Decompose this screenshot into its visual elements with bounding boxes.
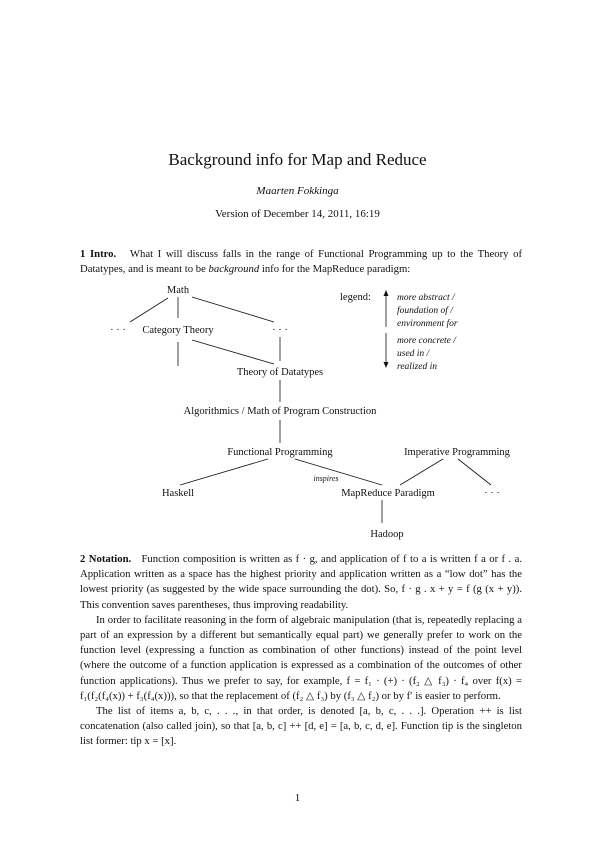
- node-haskell: Haskell: [161, 488, 195, 499]
- legend-down-2: used in /: [397, 349, 430, 359]
- node-imperative-programming: Imperative Programming: [404, 447, 510, 458]
- legend-label: legend:: [340, 292, 371, 303]
- node-functional-programming: Functional Programming: [227, 447, 333, 458]
- node-dots-right: · · ·: [484, 488, 500, 499]
- node-math: Math: [166, 285, 190, 296]
- section-notation: [80, 552, 522, 750]
- label-inspires: inspires: [313, 474, 339, 483]
- node-algorithmics: Algorithmics / Math of Program Construction: [183, 406, 377, 417]
- node-dots-mid: · · ·: [272, 325, 288, 336]
- page-number: 1: [294, 792, 301, 804]
- legend-down-3: realized in: [397, 362, 438, 372]
- legend-up-3: environment for: [397, 319, 458, 329]
- legend-up-2: foundation of /: [397, 306, 453, 316]
- legend-up-1: more abstract /: [397, 293, 455, 303]
- intro-text: What I will discuss falls in the range of Functional Programming up to the Theory of Datatypes, and is meant to be: [80, 248, 522, 276]
- arrow-up-icon: [384, 290, 389, 296]
- notation-paragraph-3: The list of items a, b, c, . . ., in that order, is denoted [a, b, c, . . .]. Operation ++ is list concatenation (also called join), so that [a, b, c] ++ [d, e] = [a, b, c, d, e]. Function tip is the singleton list former: tip x = [x].: [80, 705, 522, 748]
- legend-down-1: more concrete /: [397, 336, 456, 346]
- intro-text-end: info for the MapReduce paradigm:: [261, 263, 411, 276]
- node-hadoop: Hadoop: [370, 529, 404, 540]
- author: Maarten Fokkinga: [256, 185, 339, 197]
- intro-emphasis: background: [208, 263, 260, 276]
- node-theory-of-datatypes: Theory of Datatypes: [236, 367, 324, 378]
- node-dots-left: · · ·: [110, 325, 126, 336]
- arrow-down-icon: [384, 362, 389, 368]
- node-mapreduce: MapReduce Paradigm: [341, 488, 435, 499]
- paper-title: Background info for Map and Reduce: [168, 150, 427, 169]
- node-category-theory: Category Theory: [142, 325, 214, 336]
- section-heading-notation: 2 Notation.: [80, 553, 132, 565]
- notation-paragraph-2: In order to facilitate reasoning in the form of algebraic manipulation (that is, repeatedly replacing a part of an expression by a different but semantically equal part) we generally prefer to work on the function level (expressing a function as combination of other functions) instead of the point level (where the outcome of a function application is expressed as a combination of the outcomes of other function applications). Thus we prefer to say, for example, f = f₁ · (+) · (f₂ △ f₃) · f₄ over f(x) = f₁(f₂(f₄(x)) + f₃(f₄(x))), so that the replacement of (f₂ △ f₃) by (f₃ △ f₂) or by f′ is easier to perform.: [80, 613, 522, 702]
- version-date: Version of December 14, 2011, 16:19: [215, 208, 380, 220]
- section-heading-intro: 1 Intro.: [80, 248, 117, 260]
- notation-paragraph-1: Function composition is written as f · g, and application of f to a is written f a or f . a. Application written as a space has the highest priority and application written as a “low dot” has the lowest priority (as suggested by the wide space surrounding the dot). So, f · g . x + y = f (g (x + y)). This convention saves parentheses, thus improving readability.: [80, 553, 523, 611]
